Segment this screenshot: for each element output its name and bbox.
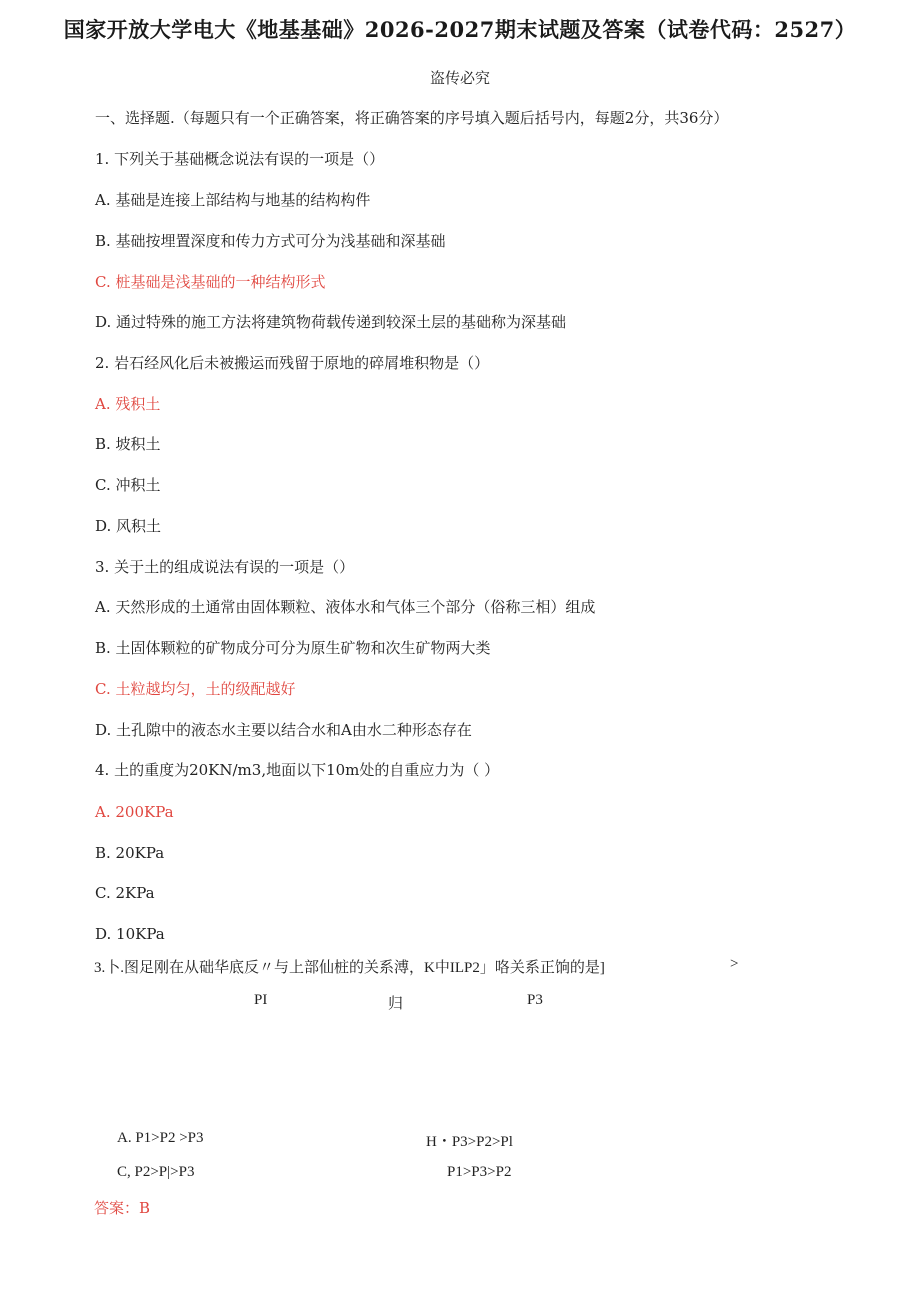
- option-c: C, P2>P|>P3: [117, 1164, 195, 1180]
- option-a-correct: A. 残积土: [95, 395, 161, 413]
- figure-label-p1: PI: [254, 992, 268, 1008]
- option-b: B. 坡积土: [95, 435, 161, 453]
- option-a: A. 天然形成的土通常由固体颗粒、液体水和气体三个部分（俗称三相）组成: [95, 598, 596, 616]
- option-a-correct: A. 200KPa: [95, 803, 174, 821]
- option-c-correct: C. 桩基础是浅基础的一种结构形式: [95, 273, 326, 291]
- question-stem: 4. 土的重度为20KN/m3,地面以下10m处的自重应力为（ ）: [95, 761, 500, 779]
- option-d: P1>P3>P2: [447, 1164, 512, 1180]
- figure-label-p3: P3: [527, 992, 543, 1008]
- notice-text: 盗传必究: [429, 69, 490, 87]
- question-stem-tail: >: [730, 956, 739, 972]
- option-b: H・P3>P2>Pl: [426, 1134, 513, 1150]
- question-stem: 2. 岩石经风化后未被搬运而残留于原地的碎屑堆积物是（）: [95, 354, 490, 372]
- option-c-correct: C. 土粒越均匀，土的级配越好: [95, 680, 296, 698]
- question-stem: 1. 下列关于基础概念说法有误的一项是（）: [95, 150, 385, 168]
- option-b: B. 土固体颗粒的矿物成分可分为原生矿物和次生矿物两大类: [95, 639, 491, 657]
- option-c: C. 冲积土: [95, 476, 161, 494]
- question-stem: 3.卜.图足刚在从础华底反〃与上部仙桩的关系溥，K中ILP2」咯关系正饷的是]: [94, 960, 605, 976]
- option-a: A. 基础是连接上部结构与地基的结构构件: [95, 191, 371, 209]
- option-a: A. P1>P2 >P3: [117, 1130, 204, 1146]
- option-b: B. 基础按埋置深度和传力方式可分为浅基础和深基础: [95, 232, 446, 250]
- option-d: D. 风积土: [95, 517, 162, 535]
- answer-text: 答案：B: [94, 1199, 151, 1217]
- option-d: D. 10KPa: [95, 925, 165, 943]
- option-c: C. 2KPa: [95, 884, 155, 902]
- section-heading: 一、选择题.（每题只有一个正确答案，将正确答案的序号填入题后括号内，每题2分，共36分）: [95, 109, 729, 127]
- option-d: D. 土孔隙中的液态水主要以结合水和A由水二种形态存在: [95, 721, 472, 739]
- question-stem: 3. 关于土的组成说法有误的一项是（）: [95, 558, 355, 576]
- option-b: B. 20KPa: [95, 844, 165, 862]
- option-d: D. 通过特殊的施工方法将建筑物荷载传递到较深土层的基础称为深基础: [95, 313, 567, 331]
- figure-label-p2: 归: [388, 996, 404, 1012]
- document-title: 国家开放大学电大《地基基础》2026-2027期末试题及答案（试卷代码：2527）: [63, 17, 857, 42]
